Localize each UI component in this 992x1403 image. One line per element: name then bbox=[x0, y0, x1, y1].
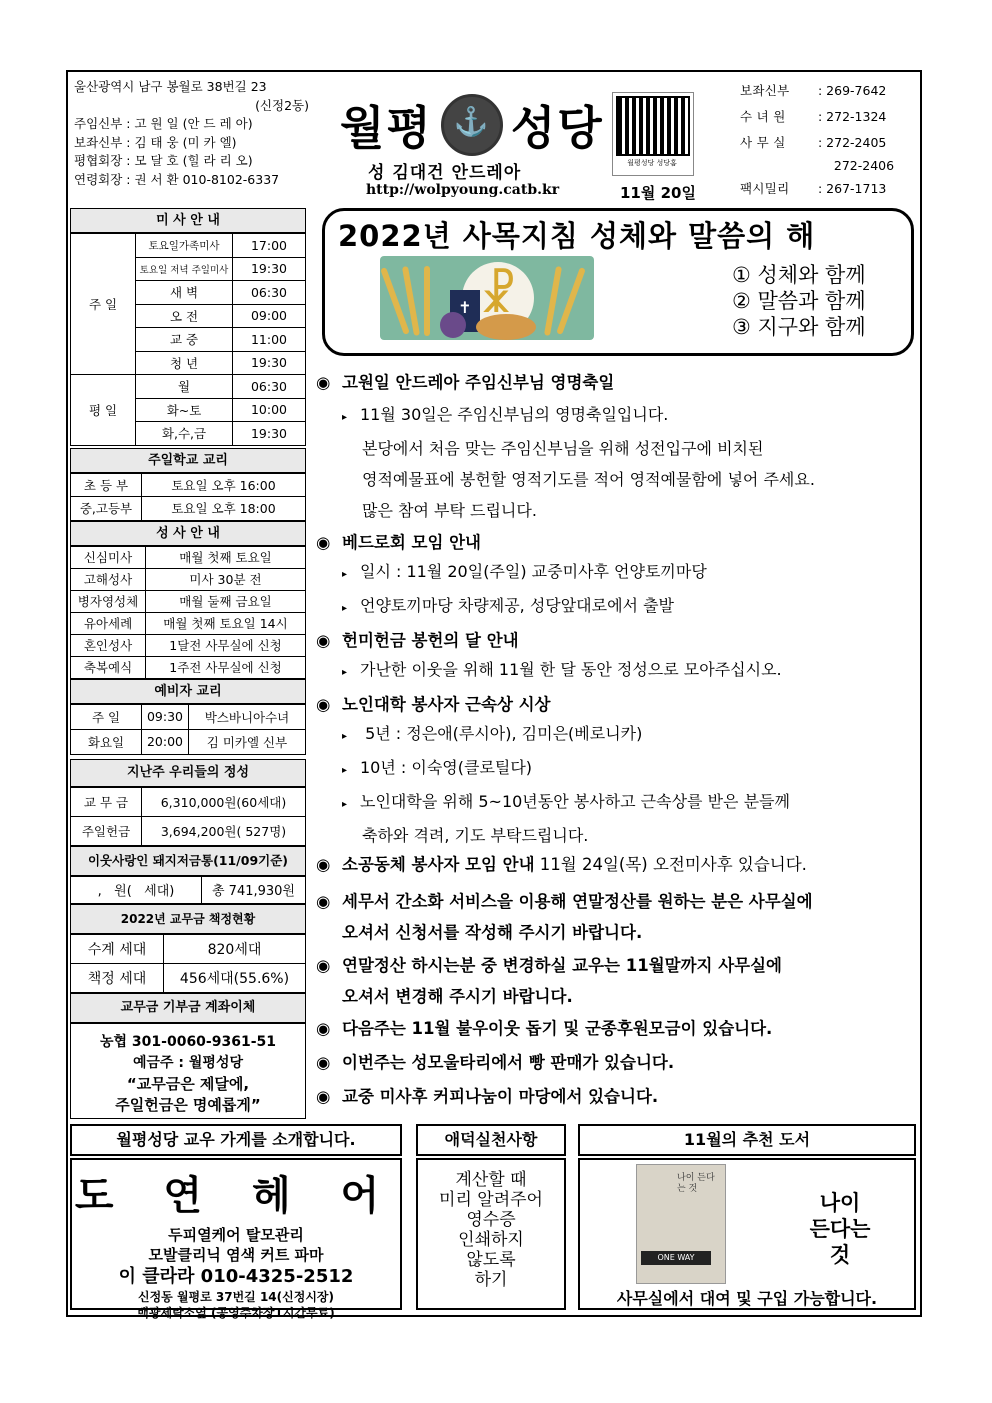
triangle-icon: ▸ bbox=[342, 765, 348, 776]
mass-time: 11:00 bbox=[233, 328, 306, 352]
virtue-line: 인쇄하지 bbox=[458, 1230, 524, 1250]
bullet-icon: ◉ bbox=[316, 631, 331, 650]
notice-heading: 오셔서 신청서를 작성해 주시기 바랍니다. bbox=[342, 923, 643, 942]
bank-slogan: 주일헌금은 명예롭게” bbox=[115, 1095, 261, 1114]
virtue-heading: 애덕실천사항 bbox=[416, 1124, 566, 1156]
class-teacher: 김 미카엘 신부 bbox=[189, 729, 306, 754]
mass-name: 새 벽 bbox=[136, 281, 233, 305]
school-time: 토요일 오후 18:00 bbox=[142, 497, 306, 521]
section-title: 성 사 안 내 bbox=[70, 521, 306, 546]
dues-type: 수계 세대 bbox=[71, 934, 164, 963]
offering-type: 주일헌금 bbox=[71, 816, 142, 845]
notice-sub: 11월 30일은 주임신부님의 영명축일입니다. bbox=[360, 405, 669, 424]
mass-name: 화~토 bbox=[136, 398, 233, 422]
mass-time: 19:30 bbox=[233, 422, 306, 446]
book-name bbox=[800, 1190, 880, 1268]
notice-sub: 가난한 이웃을 위해 11월 한 달 동안 정성으로 모아주십시오. bbox=[360, 660, 782, 679]
notice-item bbox=[316, 530, 916, 624]
mass-time: 10:00 bbox=[233, 398, 306, 422]
notice-sub: 언양토끼마당 차량제공, 성당앞대로에서 출발 bbox=[360, 596, 675, 615]
banner-item: ③ 지구와 함께 bbox=[732, 315, 866, 339]
sacrament-name: 유아세례 bbox=[71, 612, 146, 634]
bullet-icon: ◉ bbox=[316, 373, 331, 392]
triangle-icon: ▸ bbox=[342, 412, 348, 423]
sacraments-table bbox=[70, 546, 306, 679]
contact-row: 수 녀 원 : 272-1324 bbox=[740, 109, 887, 124]
notice-item bbox=[316, 886, 916, 948]
mass-name: 토요일가족미사 bbox=[136, 234, 233, 258]
bank-slogan: “교무금은 제달에, bbox=[126, 1074, 250, 1093]
eucharist-image-icon bbox=[380, 256, 594, 340]
sacrament-name: 병자영성체 bbox=[71, 590, 146, 612]
book-footer: 사무실에서 대여 및 구입 가능합니다. bbox=[616, 1289, 878, 1308]
bullet-icon: ◉ bbox=[316, 1087, 331, 1106]
mass-time: 17:00 bbox=[233, 234, 306, 258]
notice-heading: 세무서 간소화 서비스을 이용해 연말정산를 원하는 분은 사무실에 bbox=[342, 892, 813, 911]
notice-sub: 10년 : 이숙영(클로틸다) bbox=[360, 758, 533, 777]
book-name-line: 나이 bbox=[819, 1191, 861, 1215]
staff-line: 연령회장 : 권 서 환 010-8102-6337 bbox=[74, 171, 280, 187]
mass-name: 오 전 bbox=[136, 304, 233, 328]
mass-name: 토요일 저녁 주일미사 bbox=[136, 257, 233, 281]
church-title bbox=[340, 92, 604, 158]
dues-type: 책정 세대 bbox=[71, 963, 164, 992]
bullet-icon: ◉ bbox=[316, 956, 331, 975]
virtue-box bbox=[416, 1158, 566, 1310]
notice-heading: 연말정산 하시는분 중 변경하실 교우는 11월말까지 사무실에 bbox=[342, 956, 782, 975]
piggy-table bbox=[70, 876, 306, 904]
store-service: 두피열케어 탈모관리 bbox=[168, 1226, 304, 1244]
header-info bbox=[74, 78, 309, 189]
offering-amount: 6,310,000원(60세대) bbox=[142, 787, 306, 816]
notice-item bbox=[316, 1084, 916, 1110]
virtue-line: 영수증 bbox=[466, 1210, 516, 1230]
bullet-icon: ◉ bbox=[316, 695, 331, 714]
staff-line: 평협회장 : 모 달 호 (힐 라 리 오) bbox=[74, 153, 253, 168]
offering-type: 교 무 금 bbox=[71, 787, 142, 816]
mass-table bbox=[70, 233, 306, 446]
dues-value: 456세대(55.6%) bbox=[164, 963, 306, 992]
sacrament-name: 고해성사 bbox=[71, 568, 146, 590]
notice-sub: 일시 : 11월 20일(주일) 교중미사후 언양토끼마당 bbox=[360, 562, 707, 581]
notice-heading: 고원일 안드레아 주임신부님 영명축일 bbox=[342, 373, 615, 392]
store-service: 모발클리닉 염색 커트 파마 bbox=[148, 1246, 324, 1264]
qr-caption: 월평성당 성당홈 bbox=[627, 159, 677, 167]
notice-heading: 오셔서 변경해 주시기 바랍니다. bbox=[342, 987, 573, 1006]
church-subtitle: 성 김대건 안드레아 bbox=[368, 163, 522, 183]
notice-cont: 축하와 격려, 기도 부탁드립니다. bbox=[362, 826, 589, 845]
sacrament-name: 축복예식 bbox=[71, 656, 146, 678]
header-contacts bbox=[740, 78, 894, 202]
book-cover-icon bbox=[636, 1164, 726, 1284]
notice-heading: 교중 미사후 커피나눔이 마당에서 있습니다. bbox=[342, 1087, 659, 1106]
virtue-line: 계산할 때 bbox=[455, 1170, 527, 1190]
book-heading: 11월의 추천 도서 bbox=[578, 1124, 916, 1156]
virtue-line: 하기 bbox=[474, 1270, 508, 1290]
bread-icon bbox=[476, 314, 536, 340]
notice-item bbox=[316, 370, 916, 526]
store-address: 백광세탁소옆 (공영주차장1시간무료) bbox=[137, 1306, 335, 1320]
staff-line: 보좌신부 : 김 태 웅 (미 카 엘) bbox=[74, 134, 237, 150]
mass-time: 06:30 bbox=[233, 375, 306, 399]
notice-heading: 이번주는 성모울타리에서 빵 판매가 있습니다. bbox=[342, 1053, 675, 1072]
notice-cont: 많은 참여 부탁 드립니다. bbox=[362, 501, 537, 520]
class-day: 주 일 bbox=[71, 704, 142, 729]
sunday-label: 주 일 bbox=[71, 234, 136, 375]
notice-heading: 헌미헌금 봉헌의 달 안내 bbox=[342, 631, 519, 650]
triangle-icon: ▸ bbox=[342, 799, 348, 810]
notice-cont: 본당에서 처음 맞는 주임신부님을 위해 성전입구에 비치된 bbox=[362, 439, 764, 458]
store-address: 신정동 월평로 37번길 14(신정시장) bbox=[137, 1290, 334, 1304]
contact-row: 272-2406 bbox=[818, 158, 895, 173]
notice-item bbox=[316, 1016, 916, 1042]
notice-heading: 소공동체 봉사자 모임 안내 bbox=[342, 855, 535, 874]
section-title: 2022년 교무금 책정현황 bbox=[70, 904, 306, 934]
offering-table bbox=[70, 787, 306, 846]
store-name: 도 연 헤 어 bbox=[74, 1172, 398, 1219]
triangle-icon: ▸ bbox=[342, 731, 348, 742]
dues-value: 820세대 bbox=[164, 934, 306, 963]
store-phone[interactable]: 이 클라라 010-4325-2512 bbox=[118, 1266, 354, 1287]
sacrament-info: 매월 첫째 토요일 bbox=[146, 546, 306, 568]
banner-title: 2022년 사목지침 성체와 말씀의 해 bbox=[338, 219, 816, 253]
oneway-sign: ONE WAY bbox=[641, 1251, 711, 1265]
contact-row: 사 무 실 : 272-2405 bbox=[740, 135, 887, 150]
notice-tail: 11월 24일(목) 오전미사후 있습니다. bbox=[534, 855, 807, 874]
contact-row: 보좌신부 : 269-7642 bbox=[740, 83, 887, 98]
section-title: 미 사 안 내 bbox=[70, 208, 306, 233]
notice-cont: 영적예물표에 봉헌할 영적기도를 적어 영적예물함에 넣어 주세요. bbox=[362, 470, 815, 489]
virtue-line: 않도록 bbox=[466, 1250, 516, 1270]
mass-name: 교 중 bbox=[136, 328, 233, 352]
wheat-icon bbox=[556, 267, 586, 335]
dues-table bbox=[70, 934, 306, 993]
book-name-line: 것 bbox=[829, 1243, 851, 1267]
mass-schedule bbox=[70, 208, 306, 1119]
qr-code-icon[interactable] bbox=[616, 96, 690, 156]
contact-row: 팩시밀리 : 267-1713 bbox=[740, 181, 887, 196]
notice-heading: 다음주는 11월 불우이웃 돕기 및 군종후원모금이 있습니다. bbox=[342, 1019, 773, 1038]
mass-name: 월 bbox=[136, 375, 233, 399]
bank-holder: 예금주 : 월평성당 bbox=[132, 1054, 243, 1071]
mass-name: 청 년 bbox=[136, 351, 233, 375]
bulletin-date: 11월 20일 bbox=[620, 184, 696, 202]
section-title: 교무금 기부금 계좌이체 bbox=[70, 993, 306, 1023]
notice-item bbox=[316, 1050, 916, 1076]
school-table bbox=[70, 473, 306, 521]
notice-sub: 5년 : 정은애(루시아), 김미은(베로니카) bbox=[360, 724, 643, 743]
section-title: 주일학교 교리 bbox=[70, 448, 306, 473]
sacrament-name: 혼인성사 bbox=[71, 634, 146, 656]
mass-time: 19:30 bbox=[233, 351, 306, 375]
bullet-icon: ◉ bbox=[316, 892, 331, 911]
sacrament-info: 매월 첫째 토요일 14시 bbox=[146, 612, 306, 634]
sacrament-info: 미사 30분 전 bbox=[146, 568, 306, 590]
section-title: 예비자 교리 bbox=[70, 679, 306, 704]
bullet-icon: ◉ bbox=[316, 855, 331, 874]
section-title: 이웃사랑인 돼지저금통(11/09기준) bbox=[70, 846, 306, 876]
mass-time: 09:00 bbox=[233, 304, 306, 328]
virtue-line: 미리 알려주어 bbox=[439, 1190, 543, 1210]
title-left: 월평 bbox=[340, 101, 433, 155]
piggy-total: 총 741,930원 bbox=[202, 876, 306, 903]
store-box bbox=[70, 1158, 402, 1320]
address-dong: (신정2동) bbox=[255, 97, 309, 113]
piggy-count: , 원( 세대) bbox=[71, 876, 202, 903]
church-seal-icon bbox=[441, 94, 503, 156]
wheat-icon bbox=[424, 266, 430, 336]
catechumen-table bbox=[70, 704, 306, 755]
triangle-icon: ▸ bbox=[342, 603, 348, 614]
sacrament-info: 1주전 사무실에 신청 bbox=[146, 656, 306, 678]
address-line: 울산광역시 남구 봉월로 38번길 23 bbox=[74, 79, 267, 94]
school-time: 토요일 오후 16:00 bbox=[142, 473, 306, 497]
notice-heading: 베드로회 모임 안내 bbox=[342, 533, 482, 552]
bank-account: 농협 301-0060-9361-51 bbox=[100, 1033, 276, 1050]
notice-sub: 노인대학을 위해 5~10년동안 봉사하고 근속상를 받은 분들께 bbox=[360, 792, 790, 811]
class-time: 20:00 bbox=[142, 729, 189, 754]
class-teacher: 박스바니아수녀 bbox=[189, 704, 306, 729]
class-time: 09:30 bbox=[142, 704, 189, 729]
store-heading: 월평성당 교우 가게를 소개합니다. bbox=[70, 1124, 402, 1156]
class-day: 화요일 bbox=[71, 729, 142, 754]
staff-line: 주임신부 : 고 원 일 (안 드 레 아) bbox=[74, 116, 253, 131]
school-group: 중,고등부 bbox=[71, 497, 142, 521]
offering-amount: 3,694,200원( 527명) bbox=[142, 816, 306, 845]
banner-item: ① 성체와 함께 bbox=[732, 263, 866, 287]
notice-item bbox=[316, 852, 916, 878]
banner-item: ② 말씀과 함께 bbox=[732, 289, 866, 313]
notice-heading: 노인대학 봉사자 근속상 시상 bbox=[342, 695, 551, 714]
notice-item bbox=[316, 692, 916, 851]
title-right: 성당 bbox=[510, 101, 604, 155]
sacrament-info: 1달전 사무실에 신청 bbox=[146, 634, 306, 656]
bullet-icon: ◉ bbox=[316, 1053, 331, 1072]
notice-item bbox=[316, 950, 916, 1012]
triangle-icon: ▸ bbox=[342, 667, 348, 678]
mass-name: 화,수,금 bbox=[136, 422, 233, 446]
book-cover-title: 나이 든다는 것 bbox=[677, 1173, 715, 1194]
church-url[interactable]: http://wolpyoung.catb.kr bbox=[366, 182, 560, 198]
bank-info bbox=[70, 1023, 306, 1119]
bullet-icon: ◉ bbox=[316, 533, 331, 552]
mass-time: 19:30 bbox=[233, 257, 306, 281]
triangle-icon: ▸ bbox=[342, 569, 348, 580]
bullet-icon: ◉ bbox=[316, 1019, 331, 1038]
school-group: 초 등 부 bbox=[71, 473, 142, 497]
notice-item bbox=[316, 628, 916, 688]
book-name-line: 든다는 bbox=[809, 1217, 871, 1241]
sacrament-info: 매월 둘째 금요일 bbox=[146, 590, 306, 612]
banner-list bbox=[732, 262, 866, 340]
grapes-icon bbox=[440, 312, 466, 338]
weekday-label: 평 일 bbox=[71, 375, 136, 446]
mass-time: 06:30 bbox=[233, 281, 306, 305]
sacrament-name: 신심미사 bbox=[71, 546, 146, 568]
section-title: 지난주 우리들의 정성 bbox=[70, 759, 306, 787]
